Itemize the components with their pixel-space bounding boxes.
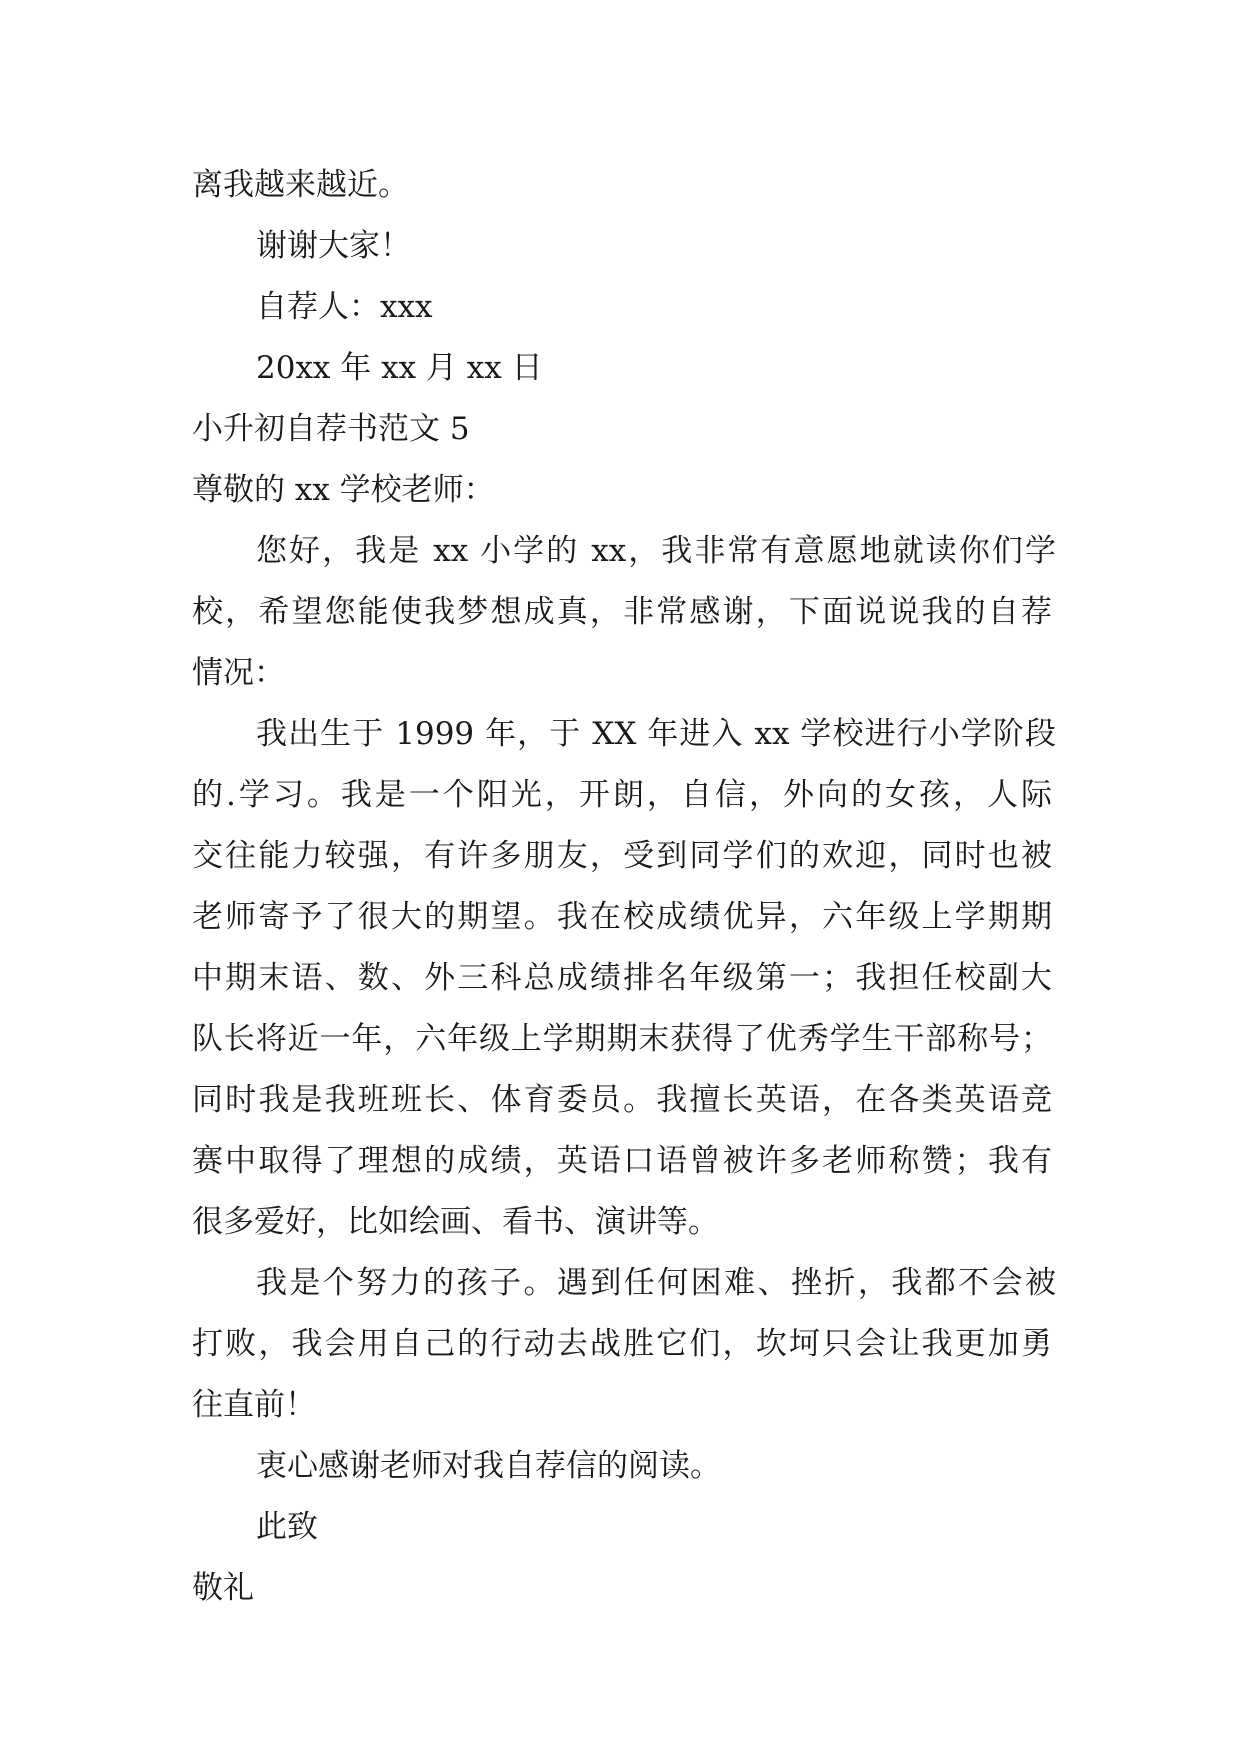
text-line: 谢谢大家！ [256, 228, 411, 264]
text-line: 您好，我是 xx 小学的 xx，我非常有意愿地就读你们学 [256, 533, 1056, 569]
text-line: 离我越来越近。 [192, 167, 409, 203]
text-line: 衷心感谢老师对我自荐信的阅读。 [256, 1448, 721, 1484]
text-line: 很多爱好，比如绘画、看书、演讲等。 [192, 1204, 719, 1240]
text-line: 同时我是我班班长、体育委员。我擅长英语，在各类英语竞 [192, 1082, 1052, 1118]
signature-line: 自荐人：xxx [256, 289, 433, 325]
date-line: 20xx 年 xx 月 xx 日 [256, 350, 543, 386]
text-line: 队长将近一年，六年级上学期期末获得了优秀学生干部称号； [192, 1021, 1052, 1057]
text-line: 老师寄予了很大的期望。我在校成绩优异，六年级上学期期 [192, 899, 1052, 935]
salutation: 尊敬的 xx 学校老师： [192, 472, 495, 508]
text-line: 往直前！ [192, 1387, 316, 1423]
closing-line: 此致 [256, 1509, 318, 1545]
text-line: 交往能力较强，有许多朋友，受到同学们的欢迎，同时也被 [192, 838, 1052, 874]
section-title: 小升初自荐书范文 5 [192, 411, 470, 447]
text-line: 的.学习。我是一个阳光，开朗，自信，外向的女孩，人际 [192, 777, 1052, 813]
text-line: 我出生于 1999 年，于 XX 年进入 xx 学校进行小学阶段 [256, 716, 1056, 752]
text-line: 情况： [192, 655, 285, 691]
text-line: 中期末语、数、外三科总成绩排名年级第一；我担任校副大 [192, 960, 1052, 996]
text-line: 我是个努力的孩子。遇到任何困难、挫折，我都不会被 [256, 1265, 1056, 1301]
text-line: 赛中取得了理想的成绩，英语口语曾被许多老师称赞；我有 [192, 1143, 1052, 1179]
text-line: 校，希望您能使我梦想成真，非常感谢，下面说说我的自荐 [192, 594, 1052, 630]
closing-line: 敬礼 [192, 1570, 254, 1606]
text-line: 打败，我会用自己的行动去战胜它们，坎坷只会让我更加勇 [192, 1326, 1052, 1362]
